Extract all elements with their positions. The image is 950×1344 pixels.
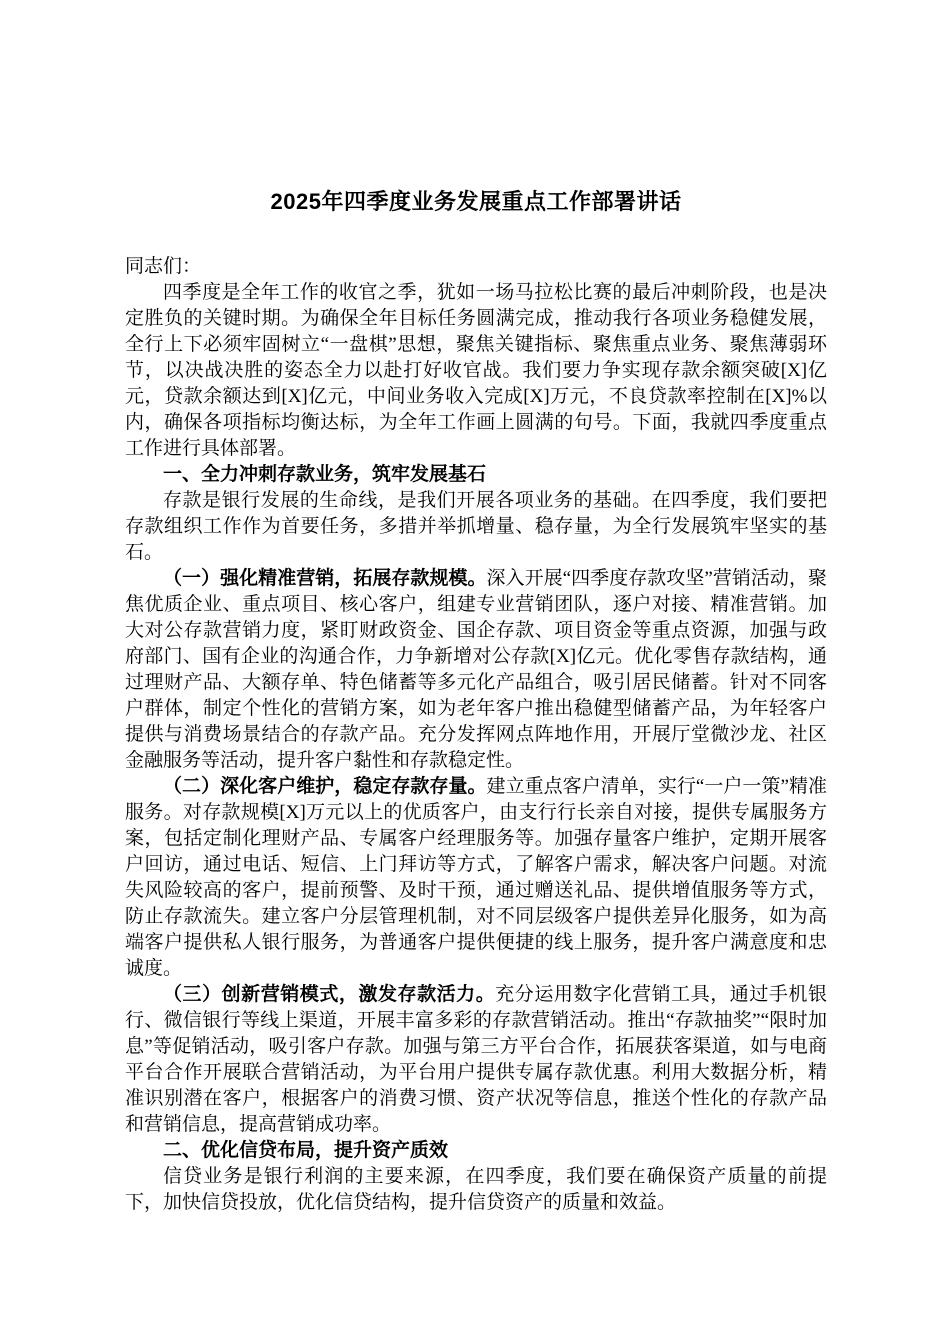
salutation: 同志们：	[125, 256, 202, 277]
section-2-intro-paragraph: 信贷业务是银行利润的主要来源，在四季度，我们要在确保资产质量的前提下，加快信贷投放，优化信贷结构，提升信贷资产的质量和效益。	[125, 1166, 827, 1213]
section-2-heading: 二、优化信贷布局，提升资产质效	[163, 1140, 449, 1161]
section-1-intro-paragraph: 存款是银行发展的生命线，是我们开展各项业务的基础。在四季度，我们要把存款组织工作作为首要任务，多措并举抓增量、稳存量，为全行发展筑牢坚实的基石。	[125, 490, 827, 563]
document-title: 2025年四季度业务发展重点工作部署讲话	[270, 189, 682, 214]
subsection-1-2-paragraph	[125, 774, 827, 982]
subsection-1-2-lead: （二）深化客户维护，稳定存款存量。	[163, 776, 487, 797]
section-1-heading: 一、全力冲刺存款业务，筑牢发展基石	[163, 464, 487, 485]
subsection-1-3-text: 充分运用数字化营销工具，通过手机银行、微信银行等线上渠道，开展丰富多彩的存款营销活动。推出“存款抽奖”“限时加息”等促销活动，吸引客户存款。加强与第三方平台合作，拓展获客渠道，如与电商平台合作开展联合营销活动，为平台用户提供专属存款优惠。利用大数据分析，精准识别潜在客户，根据客户的消费习惯、资产状况等信息，推送个性化的存款产品和营销信息，提高营销成功率。	[125, 984, 827, 1135]
subsection-1-2-text: 建立重点客户清单，实行“一户一策”精准服务。对存款规模[X]万元以上的优质客户，由支行行长亲自对接，提供专属服务方案，包括定制化理财产品、专属客户经理服务等。加强存量客户维护，定期开展客户回访，通过电话、短信、上门拜访等方式，了解客户需求，解决客户问题。对流失风险较高的客户，提前预警、及时干预，通过赠送礼品、提供增值服务等方式，防止存款流失。建立客户分层管理机制，对不同层级客户提供差异化服务，如为高端客户提供私人银行服务，为普通客户提供便捷的线上服务，提升客户满意度和忠诚度。	[125, 776, 827, 979]
intro-paragraph: 四季度是全年工作的收官之季，犹如一场马拉松比赛的最后冲刺阶段，也是决定胜负的关键时期。为确保全年目标任务圆满完成，推动我行各项业务稳健发展，全行上下必须牢固树立“一盘棋”思想，聚焦关键指标、聚焦重点业务、聚焦薄弱环节，以决战决胜的姿态全力以赴打好收官战。我们要力争实现存款余额突破[X]亿元，贷款余额达到[X]亿元，中间业务收入完成[X]万元，不良贷款率控制在[X]%以内，确保各项指标均衡达标，为全年工作画上圆满的句号。下面，我就四季度重点工作进行具体部署。	[125, 282, 827, 459]
subsection-1-1-text: 深入开展“四季度存款攻坚”营销活动，聚焦优质企业、重点项目、核心客户，组建专业营销团队，逐户对接、精准营销。加大对公存款营销力度，紧盯财政资金、国企存款、项目资金等重点资源，加强与政府部门、国有企业的沟通合作，力争新增对公存款[X]亿元。优化零售存款结构，通过理财产品、大额存单、特色储蓄等多元化产品组合，吸引居民储蓄。针对不同客户群体，制定个性化的营销方案，如为老年客户推出稳健型储蓄产品，为年轻客户提供与消费场景结合的存款产品。充分发挥网点阵地作用，开展厅堂微沙龙、社区金融服务等活动，提升客户黏性和存款稳定性。	[125, 568, 827, 771]
subsection-1-3-lead: （三）创新营销模式，激发存款活力。	[163, 984, 496, 1005]
subsection-1-1-lead: （一）强化精准营销，拓展存款规模。	[163, 568, 487, 589]
subsection-1-1-paragraph	[125, 566, 827, 774]
subsection-1-3-paragraph	[125, 982, 827, 1138]
